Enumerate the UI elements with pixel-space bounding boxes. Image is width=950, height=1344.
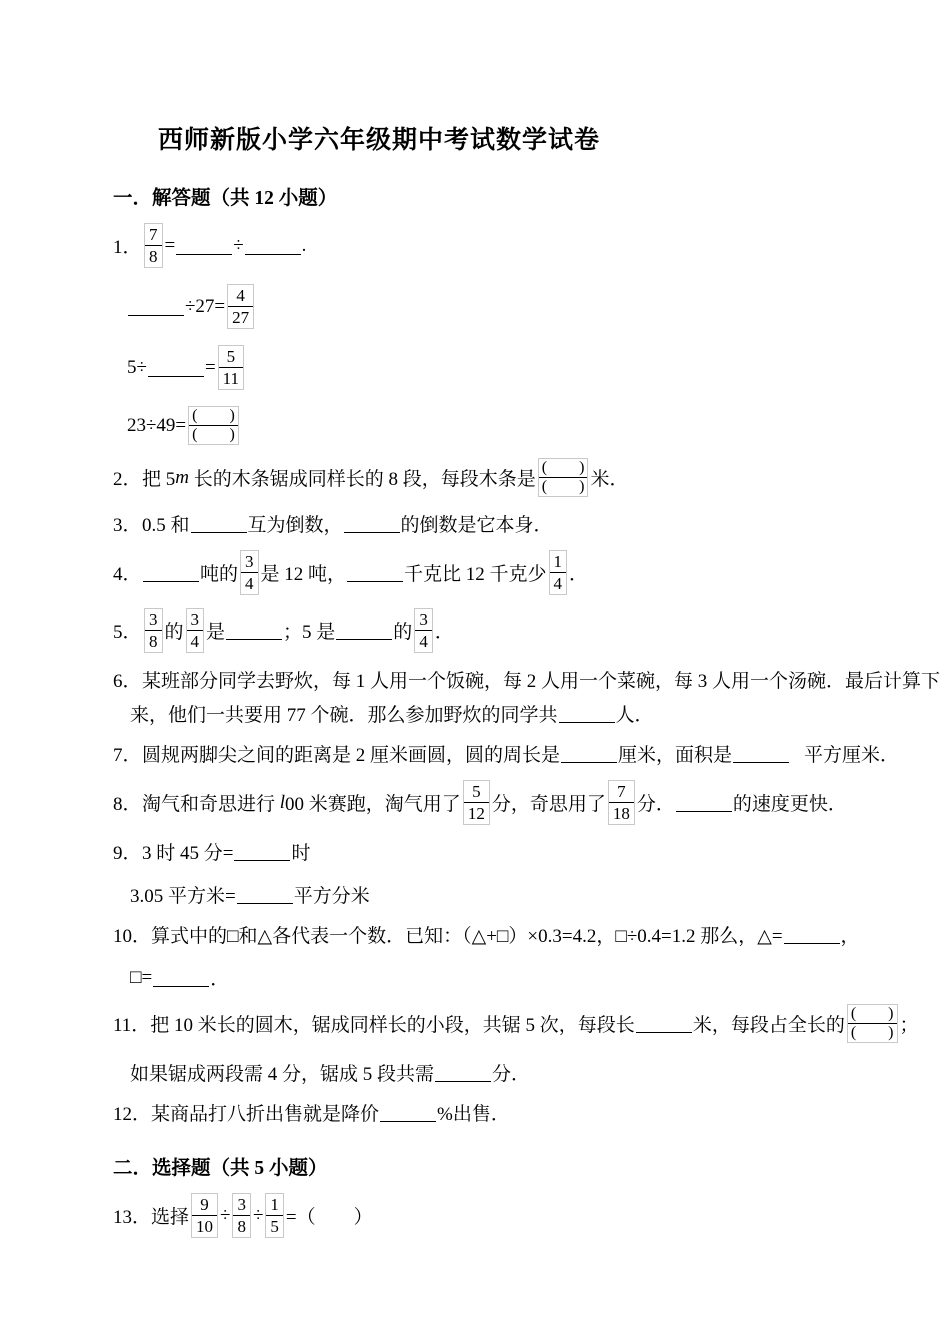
fraction-numerator: 4 [236, 286, 245, 305]
question-text: 平方厘米． [804, 745, 900, 766]
fraction [218, 345, 244, 390]
answer-blank [128, 315, 184, 316]
question-line [113, 1004, 930, 1043]
question-text-italic: l [279, 791, 286, 813]
fraction-numerator: 7 [149, 225, 158, 244]
question-number: 5． [113, 622, 142, 643]
answer-blank [148, 376, 204, 377]
question-number: 12． [113, 1104, 152, 1125]
fraction-numerator: 7 [617, 782, 626, 801]
fraction-numerator: 9 [200, 1195, 209, 1214]
question-continuation-line [127, 406, 930, 445]
question-text: 某班部分同学去野炊，每 1 人用一个饭碗，每 2 人用一个菜碗，每 3 人用一个汤碗．最后计算下 [142, 671, 941, 692]
question-line [113, 740, 930, 767]
answer-blank [336, 639, 392, 640]
fraction-denominator: ( ) [541, 478, 585, 495]
question-text: ÷27= [185, 295, 226, 317]
question-text: 米，每段占全长的 [692, 1015, 845, 1036]
question-continuation-line [130, 1059, 930, 1086]
question-text: 如果锯成两段需 4 分，锯成 5 段共需 [130, 1064, 435, 1085]
page-title: 西师新版小学六年级期中考试数学试卷 [157, 127, 600, 154]
answer-blank [143, 581, 199, 582]
question-number: 2． [113, 469, 142, 490]
question-text: ÷ [233, 234, 244, 256]
question-line [113, 458, 930, 497]
fraction [144, 223, 163, 268]
answer-blank [636, 1032, 692, 1033]
fraction-numerator: ( ) [192, 407, 235, 424]
question-text: 0.5 和 [142, 515, 190, 536]
question-number: 6． [113, 671, 142, 692]
question-text-italic: m [175, 466, 189, 488]
fraction-denominator: 8 [237, 1217, 246, 1236]
question-text: 23÷49= [127, 414, 187, 436]
question-text: 千克比 12 千克少 [404, 564, 547, 585]
question-line [113, 510, 930, 537]
question-text: □= [130, 966, 153, 988]
question-text: 选择 [151, 1207, 190, 1228]
answer-blank [226, 639, 282, 640]
question-text: 的 [393, 622, 413, 643]
question-text: 厘米，面积是 [618, 745, 733, 766]
question-text: ÷ [220, 1204, 231, 1226]
answer-blank [435, 1081, 491, 1082]
question-text: 是 [206, 622, 226, 643]
paren-fraction [188, 406, 239, 445]
question-text: = [164, 234, 176, 256]
fraction-numerator: 3 [245, 552, 254, 571]
fraction [549, 550, 568, 595]
question-text: 3 时 45 分= [142, 843, 234, 864]
question-text: 5÷ [127, 356, 147, 378]
question-text: 是 12 吨， [260, 564, 347, 585]
question-text: 分． [492, 1064, 531, 1085]
question-text: 分，奇思用了 [491, 794, 606, 815]
question-line [113, 223, 930, 268]
question-number: 10． [113, 926, 152, 947]
question-continuation-line [127, 284, 930, 329]
answer-blank [153, 986, 209, 987]
question-text: 某商品打八折出售就是降价 [151, 1104, 380, 1125]
question-text: 把 5 [142, 469, 176, 490]
question-text: ． [434, 622, 454, 643]
paren-fraction [847, 1004, 898, 1043]
fraction-denominator: ( ) [850, 1024, 894, 1041]
fraction-denominator: 18 [612, 804, 630, 823]
question-text: 的速度更快． [732, 794, 847, 815]
question-continuation-line [130, 964, 930, 991]
fraction [144, 608, 163, 653]
fraction-numerator: ( ) [541, 459, 585, 476]
question-text: 圆规两脚尖之间的距离是 2 厘米画圆，圆的周长是 [142, 745, 561, 766]
answer-blank [733, 762, 789, 763]
question-text: 平方分米 [293, 886, 370, 907]
fraction-numerator: 3 [237, 1195, 246, 1214]
section-heading: 一．解答题（共 12 小题） [113, 188, 338, 209]
question-number: 9． [113, 843, 142, 864]
fraction-denominator: 11 [222, 369, 240, 388]
question-number: 8． [113, 794, 142, 815]
question-number: 11． [113, 1015, 151, 1036]
fraction [463, 780, 490, 825]
answer-blank [561, 762, 617, 763]
fraction-numerator: 1 [553, 552, 563, 571]
question-line [113, 1193, 930, 1238]
question-number: 7． [113, 745, 142, 766]
fraction [232, 1193, 251, 1238]
fraction-denominator: 4 [419, 632, 428, 651]
answer-blank [380, 1121, 436, 1122]
question-line [113, 921, 930, 948]
question-text: ． [569, 564, 589, 585]
fraction-denominator: ( ) [192, 426, 235, 443]
answer-blank [347, 581, 403, 582]
question-text: = [204, 356, 216, 378]
answer-blank [176, 254, 232, 255]
fraction-numerator: 3 [190, 610, 200, 629]
fraction [186, 608, 205, 653]
question-text: %出售． [437, 1104, 510, 1125]
answer-blank [191, 532, 247, 533]
question-text: 淘气和奇思进行 [142, 794, 280, 815]
question-text: 算式中的□和△各代表一个数．已知：（△+□）×0.3=4.2，□÷0.4=1.2 那么，△= [151, 926, 783, 947]
question-line [113, 550, 930, 595]
question-text: 米． [590, 469, 629, 490]
question-text: 把 10 米长的圆木，锯成同样长的小段，共锯 5 次，每段长 [150, 1015, 635, 1036]
question-text: 人． [615, 705, 654, 726]
question-line [113, 608, 930, 653]
question-continuation-line [127, 345, 930, 390]
question-text: ； [899, 1015, 919, 1036]
answer-blank [784, 943, 840, 944]
fraction [414, 608, 433, 653]
question-text: 的 [164, 622, 184, 643]
fraction-numerator: 3 [149, 610, 158, 629]
fraction-numerator: 5 [472, 782, 481, 801]
question-continuation-line [130, 881, 930, 908]
question-text: 时 [291, 843, 311, 864]
fraction [608, 780, 635, 825]
fraction-denominator: 8 [149, 632, 158, 651]
question-number: 1． [113, 237, 142, 258]
fraction-numerator: 5 [226, 347, 236, 366]
answer-blank [676, 811, 732, 812]
fraction [240, 550, 259, 595]
fraction-denominator: 4 [190, 632, 200, 651]
answer-blank [234, 860, 290, 861]
fraction-denominator: 5 [270, 1217, 279, 1236]
fraction [191, 1193, 218, 1238]
paren-fraction [538, 458, 589, 497]
question-text: 分． [636, 794, 675, 815]
document-body [113, 182, 941, 1238]
question-line [113, 1099, 930, 1126]
fraction-denominator: 27 [232, 308, 250, 327]
question-line [113, 838, 930, 865]
answer-blank [344, 532, 400, 533]
fraction-denominator: 10 [196, 1217, 214, 1236]
question-text: 3.05 平方米= [130, 886, 236, 907]
question-text: . [301, 234, 307, 256]
fraction-denominator: 12 [467, 804, 485, 823]
answer-blank [559, 722, 615, 723]
fraction-numerator: ( ) [850, 1005, 894, 1022]
question-text: 来，他们一共要用 77 个碗．那么参加野炊的同学共 [130, 705, 558, 726]
fraction-numerator: 3 [419, 610, 428, 629]
question-text: 的倒数是它本身． [400, 515, 553, 536]
question-text: 互为倒数， [247, 515, 343, 536]
question-text: 吨的 [200, 564, 239, 585]
question-number: 4． [113, 564, 142, 585]
section-heading: 二．选择题（共 5 小题） [113, 1158, 328, 1179]
question-text: 长的木条锯成同样长的 8 段，每段木条是 [189, 469, 536, 490]
question-continuation-line [130, 700, 930, 727]
question-line [113, 780, 930, 825]
question-text: ． [210, 969, 230, 990]
fraction-denominator: 4 [553, 574, 563, 593]
question-text: ÷ [252, 1204, 264, 1226]
answer-blank [245, 254, 301, 255]
question-text: 00 米赛跑，淘气用了 [285, 794, 461, 815]
question-text: ；5 是 [283, 622, 336, 643]
answer-blank [237, 903, 293, 904]
fraction-denominator: 4 [245, 574, 254, 593]
fraction-numerator: 1 [270, 1195, 279, 1214]
fraction [265, 1193, 284, 1238]
fraction-denominator: 8 [149, 247, 158, 266]
question-text: ， [840, 926, 860, 947]
fraction [227, 284, 254, 329]
question-number: 13． [113, 1207, 152, 1228]
question-text: =（ ） [285, 1207, 373, 1228]
question-number: 3． [113, 515, 142, 536]
question-line [113, 666, 941, 693]
